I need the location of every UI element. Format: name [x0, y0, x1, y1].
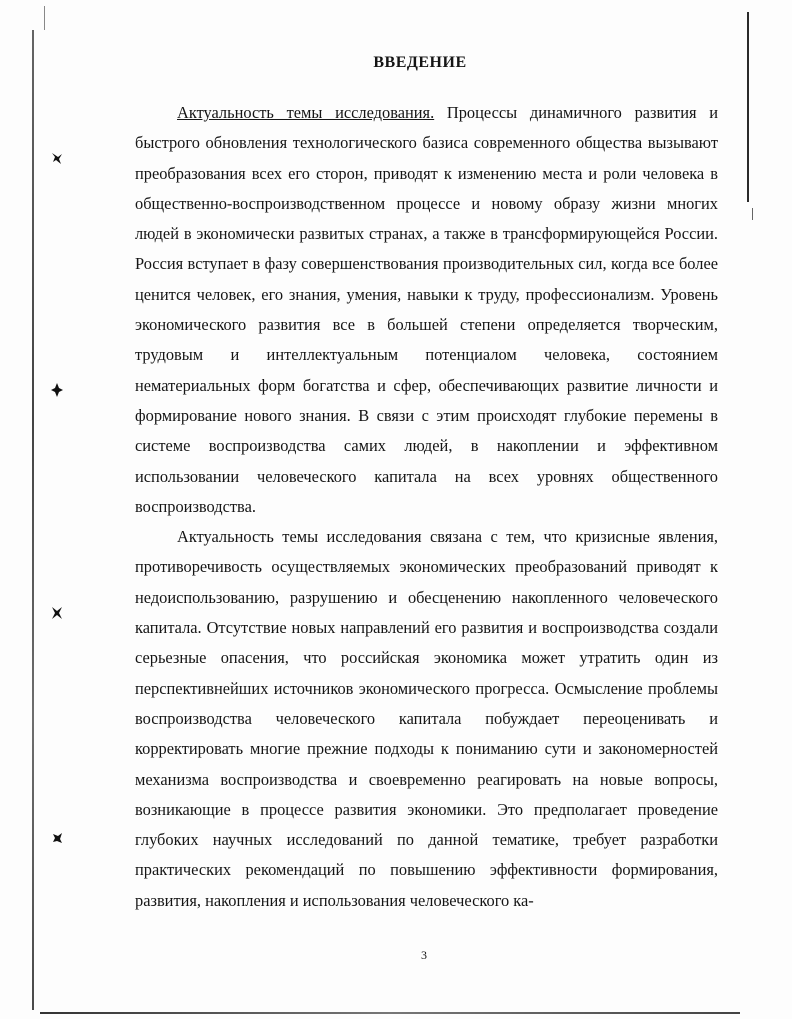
paragraph: Актуальность темы исследования связана с тем, что кризисные явления, противоречивость осуществляемых экономических преобразований приводят к недоиспользованию, разрушению и обесценению накопленного человеческого капитала. Отсутствие новых направлений его развития и воспроизводства создали серьезные опасения, что российская экономика может утратить один из перспективнейших источников экономического прогресса. Осмысление проблемы воспроизводства человеческого капитала побуждает переоценивать и корректировать многие прежние подходы к пониманию сути и закономерностей механизма воспроизводства и своевременно реагировать на новые вопросы, возникающие в процессе развития экономики. Это предполагает проведение глубоких научных исследований по данной тематике, требует разработки практических рекомендаций по повышению эффективности формирования, развития, накопления и использования человеческого ка-: [135, 527, 718, 910]
page-number: 3: [421, 948, 427, 962]
scan-right-border: [747, 12, 749, 202]
paragraph-heading: Актуальность темы исследования.: [177, 103, 435, 122]
scan-left-border: [32, 30, 34, 1010]
paragraph: [135, 98, 718, 522]
page-title: ВВЕДЕНИЕ: [373, 54, 467, 71]
paragraph-body: Процессы динамичного развития и быстрого обновления технологического базиса современного общества вызывают преобразования всех его сторон, приводят к изменению места и роли человека в общественно-воспроизводственном процессе и новому образу жизни многих людей в экономически развитых странах, а также в трансформирующейся России. Россия вступает в фазу совершенствования производительных сил, когда все более ценится человек, его знания, умения, навыки к труду, профессионализм. Уровень экономического развития все в большей степени определяется творческим, трудовым и интеллектуальным потенциалом человека, состоянием нематериальных форм богатства и сфер, обеспечивающих развитие личности и формирование нового знания. В связи с этим происходят глубокие перемены в системе воспроизводства самих людей, в накоплении и эффективном использовании человеческого капитала на всех уровнях общественного воспроизводства.: [135, 103, 718, 516]
binding-hole-mark-icon: [50, 150, 64, 166]
scan-right-tick: [752, 208, 753, 220]
scan-left-top-line: [44, 6, 45, 30]
binding-hole-mark-icon: [50, 382, 64, 398]
scan-bottom-border: [40, 1012, 740, 1014]
binding-hole-mark-icon: [50, 605, 64, 621]
binding-hole-mark-icon: [50, 830, 64, 846]
body-text: [135, 98, 718, 916]
